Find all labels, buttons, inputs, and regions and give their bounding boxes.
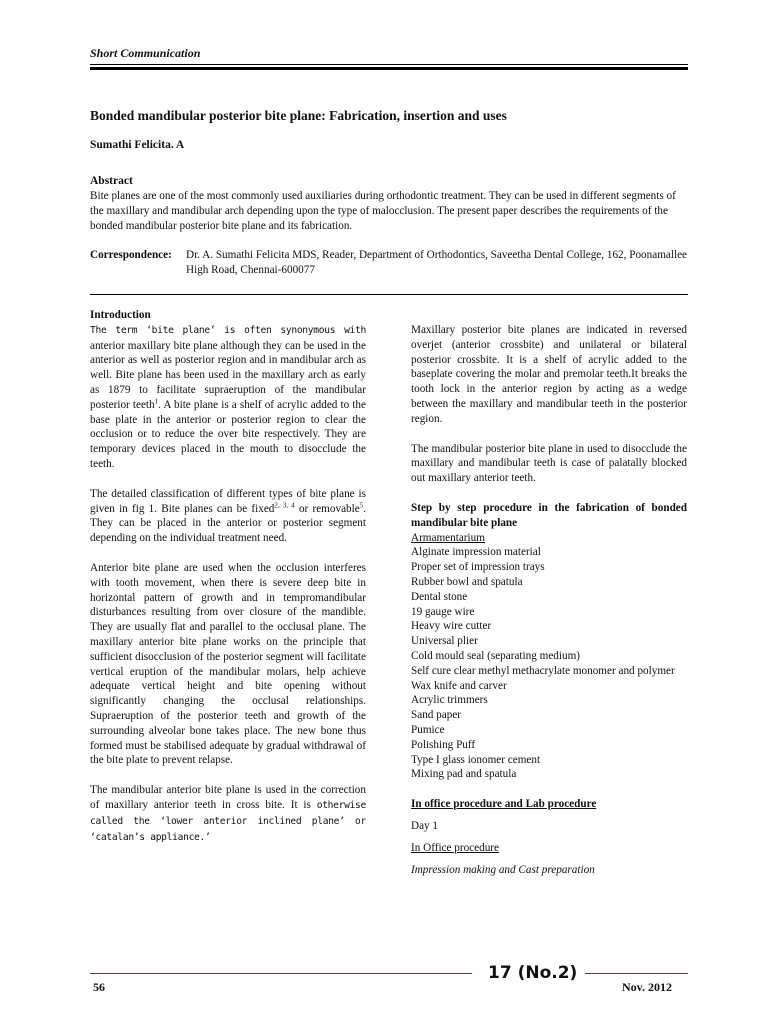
correspondence — [90, 248, 690, 278]
citation-1: 1 — [154, 397, 159, 406]
issue-number: 17 (No.2) — [488, 963, 578, 983]
anterior-bite-plane-paragraph: Anterior bite plane are used when the occlusion interferes with tooth movement, when there is severe deep bite in horizontal pattern of growth and in tempromandibular disturbances resulting from over closure of the mandible. They are usually flat and parallel to the occlusal plane. The maxillary anterior bite plane works on the principle that sufficient disocclusion of the posterior segment will facilitate vertical eruption of the mandibular molars, help achieve adequate vertical height and bite opening without significantly changing the occlusal relationships. Supraeruption of the posterior teeth and growth of the surrounding alveolar bone takes place. The new bone thus formed must be stabilised adequate by gradual withdrawal of the bite plate to prevent relapse. — [90, 561, 366, 767]
mandibular-anterior-text: The mandibular anterior bite plane is used in the correction of maxillary anterior teeth in cross bite. It is — [90, 784, 366, 811]
footer-rule-left — [90, 973, 472, 974]
list-item: Sand paper — [411, 709, 462, 722]
mandibular-anterior-mono-2: ‘catalan’s appliance.’ — [90, 831, 211, 843]
classification-paragraph — [90, 487, 366, 546]
list-item: Acrylic trimmers — [411, 694, 488, 707]
left-column — [90, 308, 366, 845]
introduction-heading: Introduction — [90, 309, 151, 321]
author-name: Sumathi Felicita. A — [90, 139, 185, 151]
header-rule-thin — [90, 64, 688, 65]
list-item: Proper set of impression trays — [411, 561, 545, 574]
list-item: Dental stone — [411, 590, 468, 603]
maxillary-posterior-paragraph: Maxillary posterior bite planes are indicated in reversed overjet (anterior crossbite) and unilateral or bilateral posterior crossbite. It is a shelf of acrylic added to the baseplate covering the molar and premolar teeth.It breaks the tooth lock in the anterior region by acting as a wedge between the maxillary and mandibular teeth in the posterior region. — [411, 324, 687, 425]
header-rule-thick — [90, 67, 688, 70]
list-item: Pumice — [411, 723, 445, 736]
list-item: Rubber bowl and spatula — [411, 575, 523, 588]
mandibular-posterior-paragraph: The mandibular posterior bite plane in used to disocclude the maxillary and mandibular teeth is case of palatally blocked out maxillary anterior teeth. — [411, 442, 687, 485]
day-label: Day 1 — [411, 819, 439, 832]
list-item: Mixing pad and spatula — [411, 768, 517, 781]
list-item: Self cure clear methyl methacrylate monomer and polymer — [411, 664, 675, 677]
article-title: Bonded mandibular posterior bite plane: Fabrication, insertion and uses — [90, 108, 507, 123]
section-label: Short Communication — [90, 46, 201, 60]
mandibular-anterior-paragraph — [90, 783, 366, 845]
classification-text-b: or removable — [294, 502, 360, 515]
page-number: 56 — [93, 980, 105, 994]
armamentarium-label: Armamentarium — [411, 531, 485, 544]
list-item: Heavy wire cutter — [411, 620, 492, 633]
citation-5: 5 — [359, 500, 364, 509]
office-lab-heading: In office procedure and Lab procedure — [411, 798, 597, 811]
list-item: 19 gauge wire — [411, 605, 475, 618]
armamentarium-list — [411, 545, 687, 782]
citation-2-3-4: 2, 3, 4 — [274, 500, 295, 509]
step-heading: Step by step procedure in the fabrication of bonded mandibular bite plane — [411, 501, 687, 529]
list-item: Wax knife and carver — [411, 679, 507, 692]
classification-text-c: . They can be placed in the anterior or posterior segment depending on the individual treatment need. — [90, 502, 366, 545]
intro-mono-line: The term ‘bite plane’ is often synonymous with — [90, 324, 366, 336]
correspondence-label: Correspondence: — [90, 249, 172, 261]
intro-text-b: . A bite plane is a shelf of acrylic added to the base plate in the anterior or posterior region to clear the occlusion or to reduce the over bite respectively. They are temporary devices placed in the mouth to disocclude the teeth. — [90, 398, 366, 470]
list-item: Cold mould seal (separating medium) — [411, 649, 581, 662]
list-item: Polishing Puff — [411, 738, 476, 751]
intro-text-a: anterior maxillary bite plane although they can be used in the anterior as well as posterior region and in mandibular arch as well. Bite plane has been used in the maxillary arch as early as 1879 to facilitate supraeruption of the mandibular posterior teeth — [90, 339, 366, 411]
footer-rule-right — [585, 973, 688, 974]
list-item: Alginate impression material — [411, 546, 541, 559]
abstract-text: Bite planes are one of the most commonly used auxiliaries during orthodontic treatment. They can be used in different segments of the maxillary and mandibular arch depending upon the type of malocclusion. The present paper describes the requirements of the bonded mandibular posterior bite plane and its fabrication. — [90, 190, 676, 232]
in-office-label: In Office procedure — [411, 841, 500, 854]
mandibular-anterior-mono-1: otherwise called the ‘lower anterior inclined plane’ or — [90, 799, 367, 827]
list-item: Universal plier — [411, 635, 478, 648]
right-column — [411, 323, 687, 877]
classification-text-a: The detailed classification of different types of bite plane is given in fig 1. Bite planes can be fixed — [90, 487, 366, 515]
impression-label: Impression making and Cast preparation — [411, 863, 595, 876]
issue-date: Nov. 2012 — [622, 980, 673, 994]
list-item: Type I glass ionomer cement — [411, 753, 541, 766]
abstract-heading: Abstract — [90, 175, 133, 187]
correspondence-text: Dr. A. Sumathi Felicita MDS, Reader, Department of Orthodontics, Saveetha Dental College, 162, Poonamallee High Road, Chennai-600077 — [186, 249, 688, 276]
section-divider — [90, 294, 688, 295]
intro-paragraph — [90, 323, 366, 472]
